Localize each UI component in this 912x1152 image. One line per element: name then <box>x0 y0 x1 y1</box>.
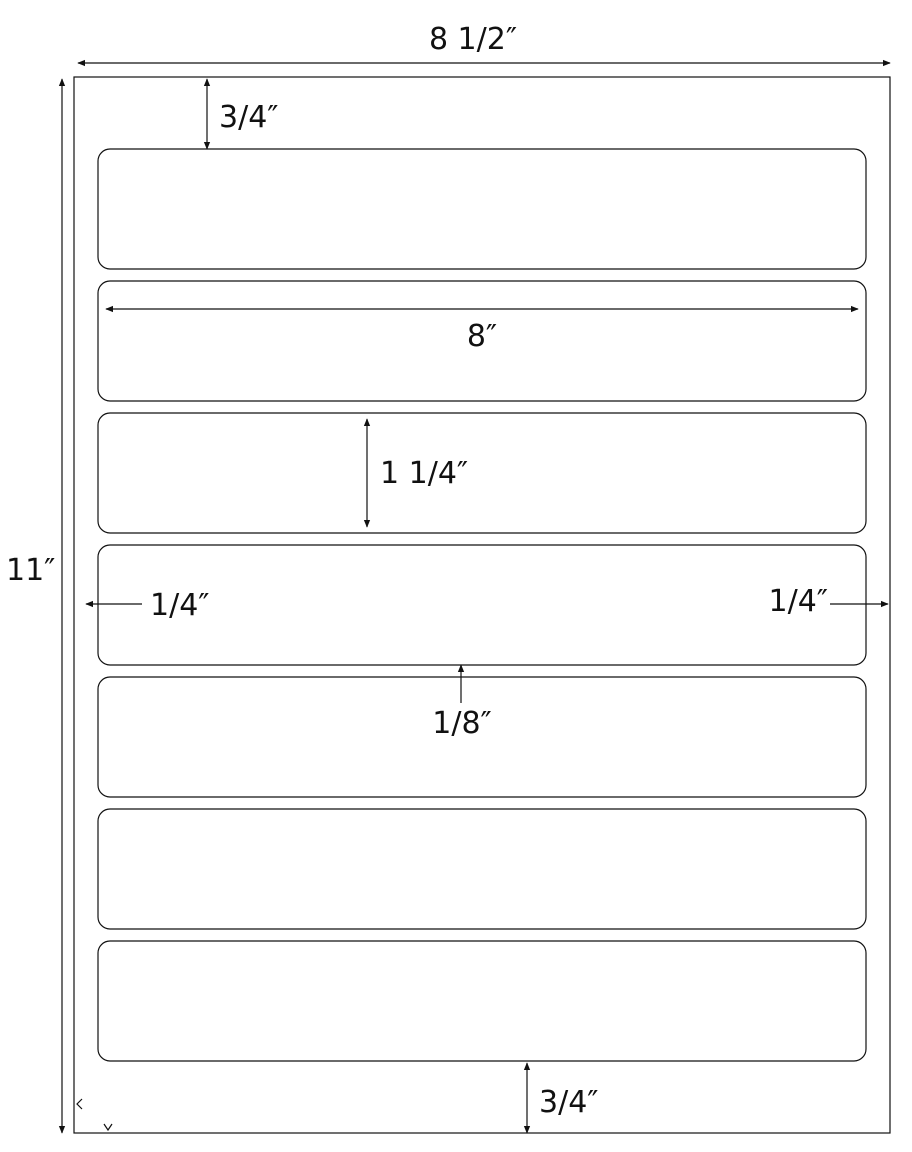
bottom-margin-label: 3/4″ <box>539 1085 599 1120</box>
sheet-width-label: 8 1/2″ <box>428 22 518 57</box>
right-margin-label: 1/4″ <box>768 584 828 619</box>
vertical-gap-label: 1/8″ <box>432 706 492 741</box>
label-height-label: 1 1/4″ <box>380 456 469 491</box>
sheet-height-label: 11″ <box>6 553 56 588</box>
top-margin-label: 3/4″ <box>219 100 279 135</box>
left-margin-label: 1/4″ <box>150 588 210 623</box>
label-1 <box>98 149 866 269</box>
label-4 <box>98 545 866 665</box>
label-width-label: 8″ <box>466 319 498 354</box>
label-6 <box>98 809 866 929</box>
labels-group <box>98 149 866 1061</box>
label-3 <box>98 413 866 533</box>
label-7 <box>98 941 866 1061</box>
